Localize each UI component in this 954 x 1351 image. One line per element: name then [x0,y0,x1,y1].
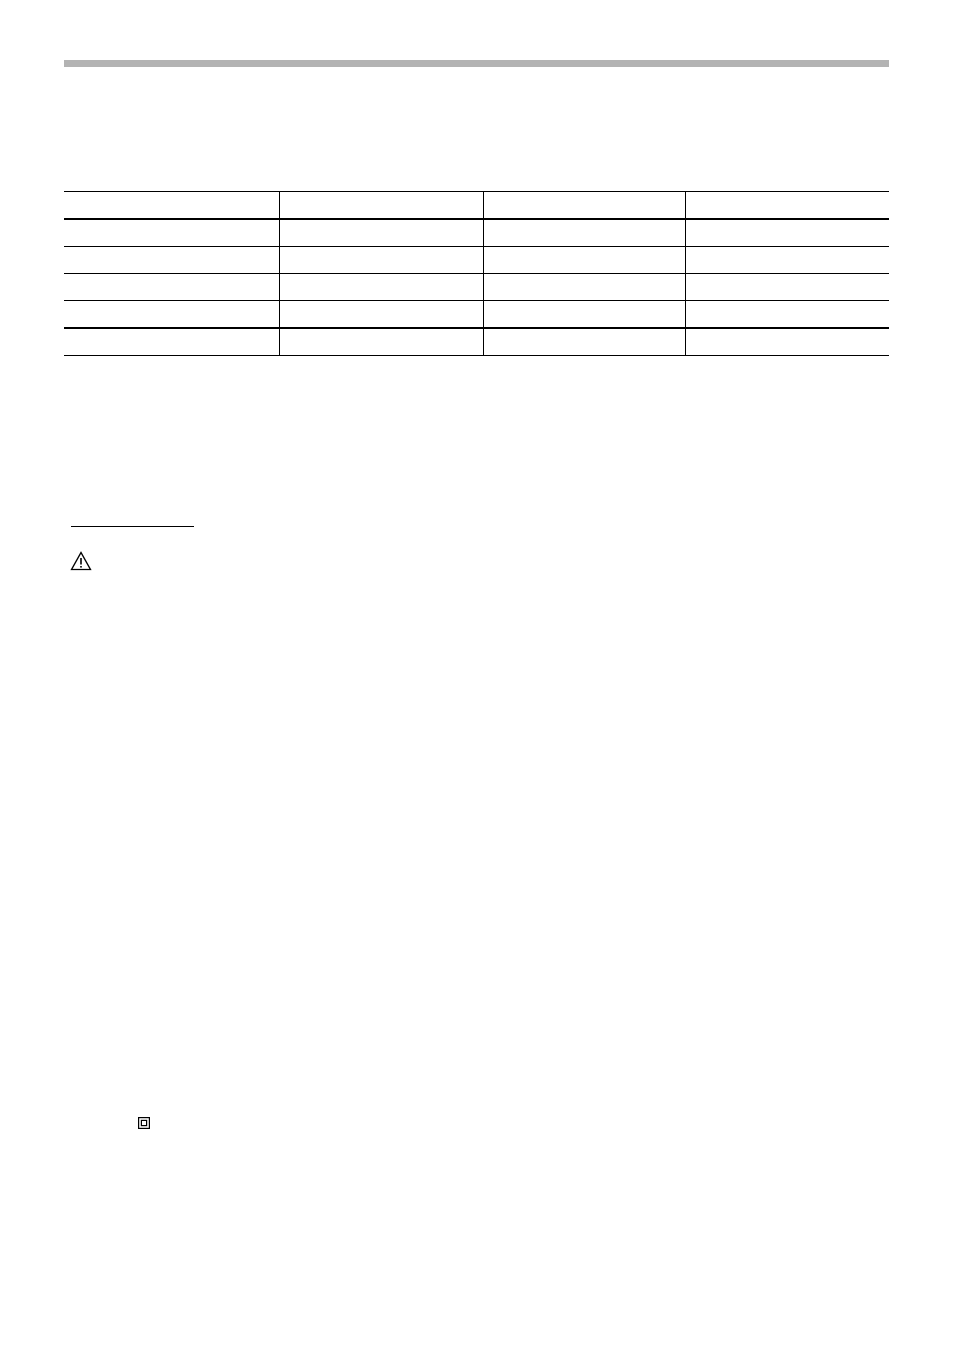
table-row [64,219,889,247]
header-bar [64,60,889,67]
table-cell [685,274,889,301]
table-cell [280,274,484,301]
table-row [64,301,889,329]
table-cell [484,301,686,329]
table-cell [64,274,280,301]
table-row [64,328,889,356]
table-cell [280,328,484,356]
table-cell [484,328,686,356]
double-insulation-icon [138,1117,150,1129]
table-cell [685,219,889,247]
table-cell [685,192,889,220]
table-cell [64,219,280,247]
table-row [64,247,889,274]
table-row [64,274,889,301]
table-cell [484,219,686,247]
table-cell [64,328,280,356]
table-cell [484,247,686,274]
table-cell [64,301,280,329]
table-cell [484,274,686,301]
table-cell [280,219,484,247]
table-cell [685,247,889,274]
table-cell [280,192,484,220]
warning-triangle-icon [70,551,92,571]
table-cell [280,301,484,329]
table-cell [484,192,686,220]
table-cell [64,247,280,274]
table-row [64,192,889,220]
section-heading-rule [71,526,194,527]
table-cell [685,328,889,356]
specifications-table [64,191,889,356]
table-cell [685,301,889,329]
table-cell [64,192,280,220]
table-cell [280,247,484,274]
